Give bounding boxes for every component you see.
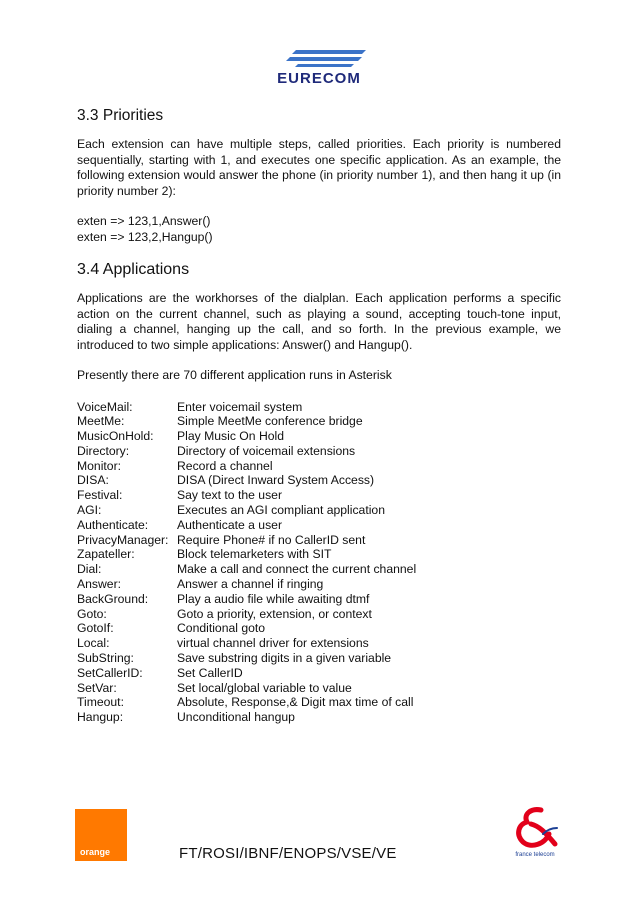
app-desc: Block telemarketers with SIT bbox=[177, 547, 332, 562]
section-heading-priorities: 3.3 Priorities bbox=[77, 107, 164, 124]
ampersand-icon bbox=[505, 804, 565, 852]
app-name: SetCallerID: bbox=[77, 665, 143, 680]
list-item bbox=[77, 562, 561, 577]
footer-reference: FT/ROSI/IBNF/ENOPS/VSE/VE bbox=[179, 845, 397, 862]
app-name: BackGround: bbox=[77, 591, 149, 606]
document-content bbox=[77, 107, 561, 725]
list-item bbox=[77, 518, 561, 533]
app-name: MusicOnHold: bbox=[77, 429, 154, 444]
app-desc: Absolute, Response,& Digit max time of call bbox=[177, 695, 414, 710]
code-line: exten => 123,1,Answer() bbox=[77, 214, 211, 228]
app-name: Zapateller: bbox=[77, 547, 135, 562]
app-desc: Say text to the user bbox=[177, 488, 283, 503]
app-name: Monitor: bbox=[77, 458, 122, 473]
list-item bbox=[77, 488, 561, 503]
app-name: SetVar: bbox=[77, 680, 117, 695]
list-item bbox=[77, 547, 561, 562]
applications-note: Presently there are 70 different application runs in Asterisk bbox=[77, 368, 392, 382]
eurecom-logo bbox=[268, 46, 370, 90]
list-item bbox=[77, 636, 561, 651]
app-desc: Authenticate a user bbox=[177, 517, 283, 532]
list-item bbox=[77, 607, 561, 622]
app-desc: Answer a channel if ringing bbox=[177, 577, 324, 592]
app-name: Timeout: bbox=[77, 695, 124, 710]
app-desc: virtual channel driver for extensions bbox=[177, 636, 369, 651]
priorities-paragraph: Each extension can have multiple steps, called priorities. Each priority is numbered sequentially, starting with 1, and executes one specific application. As an example, the following extension would answer the phone (in priority number 1), and then hang it up (in priority number 2): bbox=[77, 137, 561, 198]
eurecom-logo-text: EURECOM bbox=[277, 70, 361, 87]
app-name: Festival: bbox=[77, 488, 123, 503]
list-item bbox=[77, 414, 561, 429]
section-heading-applications: 3.4 Applications bbox=[77, 261, 190, 278]
app-desc: Executes an AGI compliant application bbox=[177, 503, 385, 518]
list-item bbox=[77, 473, 561, 488]
app-desc: Require Phone# if no CallerID sent bbox=[177, 532, 366, 547]
app-name: PrivacyManager: bbox=[77, 532, 169, 547]
app-desc: Set local/global variable to value bbox=[177, 680, 352, 695]
app-desc: Play a audio file while awaiting dtmf bbox=[177, 591, 370, 606]
app-desc: Goto a priority, extension, or context bbox=[177, 606, 372, 621]
app-desc: Save substring digits in a given variable bbox=[177, 651, 392, 666]
app-name: Directory: bbox=[77, 443, 130, 458]
app-name: Hangup: bbox=[77, 710, 124, 725]
france-telecom-logo bbox=[505, 804, 565, 866]
app-desc: Conditional goto bbox=[177, 621, 266, 636]
app-name: Local: bbox=[77, 636, 110, 651]
list-item bbox=[77, 592, 561, 607]
applications-paragraph: Applications are the workhorses of the dialplan. Each application performs a specific action on the current channel, such as playing a sound, accepting touch-tone input, dialing a channel, hanging up the call, and so forth. In the previous example, we introduced to two simple applications: Answer() and Hangup(). bbox=[77, 291, 561, 352]
list-item bbox=[77, 503, 561, 518]
orange-logo-text: orange bbox=[80, 847, 111, 857]
list-item bbox=[77, 666, 561, 681]
list-item bbox=[77, 577, 561, 592]
list-item bbox=[77, 444, 561, 459]
list-item bbox=[77, 651, 561, 666]
app-name: SubString: bbox=[77, 651, 134, 666]
list-item bbox=[77, 429, 561, 444]
app-desc: Unconditional hangup bbox=[177, 710, 295, 725]
app-desc: Directory of voicemail extensions bbox=[177, 443, 356, 458]
orange-logo bbox=[75, 809, 127, 861]
app-desc: DISA (Direct Inward System Access) bbox=[177, 473, 375, 488]
list-item bbox=[77, 621, 561, 636]
application-list bbox=[77, 400, 561, 726]
list-item bbox=[77, 459, 561, 474]
list-item bbox=[77, 695, 561, 710]
app-desc: Record a channel bbox=[177, 458, 273, 473]
app-name: Authenticate: bbox=[77, 517, 149, 532]
list-item bbox=[77, 710, 561, 725]
app-name: DISA: bbox=[77, 473, 109, 488]
app-name: VoiceMail: bbox=[77, 399, 133, 414]
app-desc: Enter voicemail system bbox=[177, 399, 303, 414]
app-name: GotoIf: bbox=[77, 621, 114, 636]
list-item bbox=[77, 533, 561, 548]
list-item bbox=[77, 681, 561, 696]
app-name: Dial: bbox=[77, 562, 102, 577]
code-block bbox=[77, 214, 561, 245]
france-telecom-logo-text: france telecom bbox=[515, 852, 555, 858]
app-desc: Play Music On Hold bbox=[177, 429, 285, 444]
code-line: exten => 123,2,Hangup() bbox=[77, 229, 213, 244]
list-item bbox=[77, 400, 561, 415]
app-desc: Simple MeetMe conference bridge bbox=[177, 414, 363, 429]
app-name: MeetMe: bbox=[77, 414, 125, 429]
app-name: Goto: bbox=[77, 606, 107, 621]
app-desc: Make a call and connect the current channel bbox=[177, 562, 417, 577]
app-name: Answer: bbox=[77, 577, 122, 592]
app-desc: Set CallerID bbox=[177, 665, 243, 680]
app-name: AGI: bbox=[77, 503, 102, 518]
